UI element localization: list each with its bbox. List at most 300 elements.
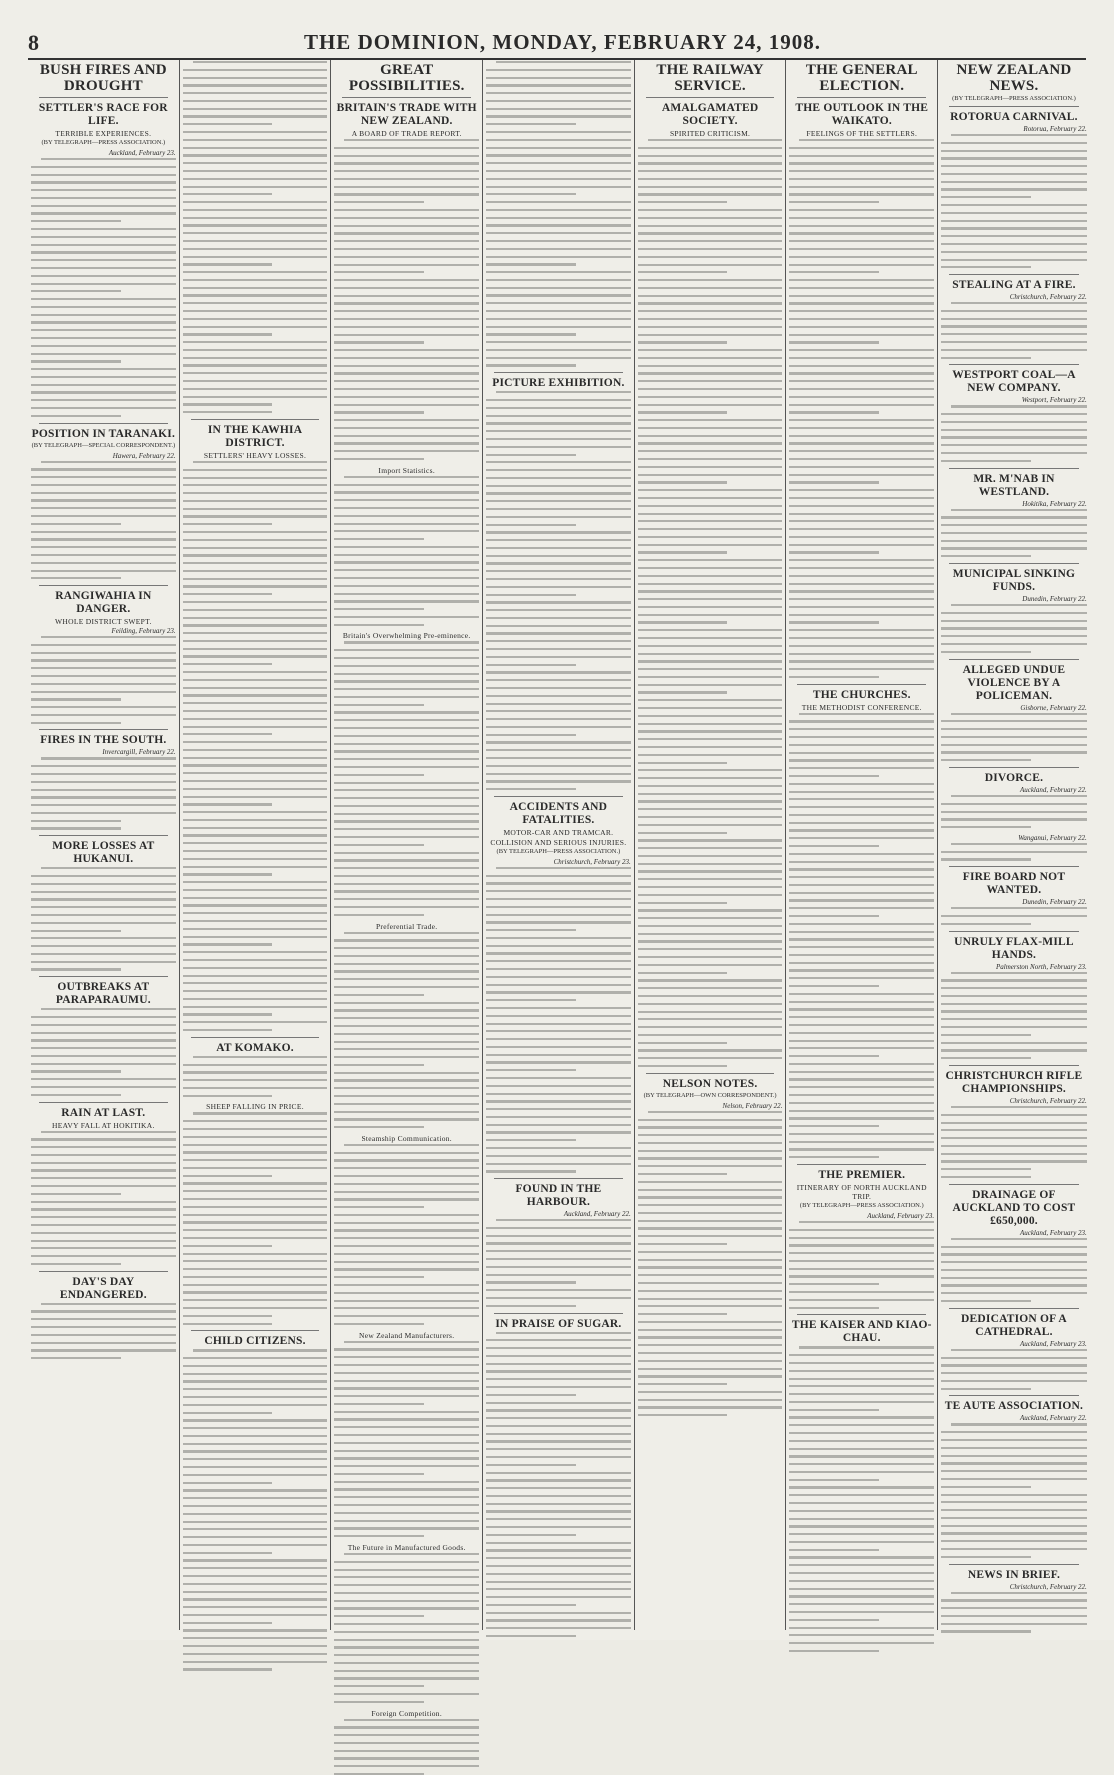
text-line bbox=[941, 227, 1087, 229]
text-line bbox=[183, 1521, 328, 1523]
text-line bbox=[638, 147, 783, 149]
text-line bbox=[334, 955, 479, 957]
text-line bbox=[31, 306, 176, 308]
text-line bbox=[951, 843, 1087, 845]
text-line bbox=[334, 1111, 479, 1113]
text-line bbox=[183, 827, 328, 829]
text-line bbox=[31, 298, 176, 300]
text-line bbox=[638, 1196, 783, 1198]
text-line bbox=[941, 212, 1087, 214]
text-line bbox=[334, 750, 479, 752]
story-dateline: Westport, February 22. bbox=[1021, 396, 1087, 405]
text-line bbox=[789, 178, 934, 180]
text-line bbox=[334, 1496, 479, 1498]
text-line bbox=[638, 318, 783, 320]
text-line bbox=[789, 388, 934, 390]
text-line bbox=[789, 954, 934, 956]
text-line bbox=[334, 388, 479, 390]
text-line bbox=[334, 1348, 479, 1350]
text-line bbox=[31, 236, 176, 238]
text-line bbox=[638, 894, 783, 896]
text-line bbox=[638, 264, 783, 266]
text-line bbox=[183, 1136, 328, 1138]
text-line bbox=[334, 372, 479, 374]
text-line bbox=[486, 555, 631, 557]
text-line bbox=[183, 764, 328, 766]
text-line bbox=[486, 703, 631, 705]
text-line bbox=[31, 212, 176, 214]
text-line bbox=[941, 436, 1087, 438]
text-line bbox=[334, 334, 479, 336]
text-line bbox=[486, 123, 576, 125]
text-line bbox=[941, 1049, 1087, 1051]
text-line bbox=[486, 929, 576, 931]
text-line bbox=[334, 341, 424, 343]
text-line bbox=[334, 859, 479, 861]
text-line bbox=[638, 730, 783, 732]
text-line bbox=[789, 915, 879, 917]
text-line bbox=[344, 139, 479, 141]
body-text-block bbox=[638, 139, 783, 1067]
text-line bbox=[789, 606, 934, 608]
text-line bbox=[183, 842, 328, 844]
text-line bbox=[789, 1110, 934, 1112]
text-line bbox=[638, 481, 728, 483]
text-line bbox=[941, 1153, 1087, 1155]
text-line bbox=[789, 985, 879, 987]
text-line bbox=[334, 515, 479, 517]
text-line bbox=[638, 1026, 783, 1028]
text-line bbox=[486, 1163, 631, 1165]
text-line bbox=[789, 899, 934, 901]
text-line bbox=[941, 1431, 1087, 1433]
text-line bbox=[486, 1281, 576, 1283]
text-line bbox=[183, 912, 328, 914]
text-line bbox=[789, 1117, 934, 1119]
text-line bbox=[183, 1450, 328, 1452]
story-dateline: Christchurch, February 22. bbox=[1009, 1096, 1087, 1105]
text-line bbox=[486, 1100, 631, 1102]
text-line bbox=[183, 928, 328, 930]
text-line bbox=[638, 326, 783, 328]
text-line bbox=[183, 982, 328, 984]
story-subheading: MOTOR-CAR AND TRAMCAR. bbox=[503, 827, 614, 837]
text-line bbox=[183, 1079, 328, 1081]
text-line bbox=[31, 290, 121, 292]
text-line bbox=[789, 1229, 934, 1231]
text-line bbox=[789, 1518, 934, 1520]
text-line bbox=[789, 1549, 879, 1551]
text-line bbox=[941, 196, 1031, 198]
story-heading: THE CHURCHES. bbox=[812, 688, 911, 701]
body-text-block bbox=[789, 1221, 934, 1309]
text-line bbox=[638, 1150, 783, 1152]
text-line bbox=[486, 648, 631, 650]
text-line bbox=[183, 92, 328, 94]
text-line bbox=[951, 713, 1087, 715]
text-line bbox=[183, 819, 328, 821]
text-line bbox=[789, 1564, 934, 1566]
text-line bbox=[183, 873, 273, 875]
text-line bbox=[183, 349, 328, 351]
text-line bbox=[941, 1176, 1031, 1178]
text-line bbox=[334, 577, 479, 579]
text-line bbox=[183, 951, 328, 953]
text-line bbox=[789, 1525, 934, 1527]
text-line bbox=[31, 1232, 176, 1234]
text-line bbox=[31, 722, 121, 724]
text-line bbox=[31, 220, 121, 222]
text-line bbox=[31, 368, 176, 370]
text-line bbox=[334, 1268, 479, 1270]
text-line bbox=[486, 516, 631, 518]
text-line bbox=[486, 773, 631, 775]
text-line bbox=[183, 920, 328, 922]
text-line bbox=[31, 1334, 176, 1336]
text-line bbox=[334, 1300, 479, 1302]
text-line bbox=[334, 600, 479, 602]
text-line bbox=[334, 970, 479, 972]
text-line bbox=[789, 837, 934, 839]
text-line bbox=[183, 1159, 328, 1161]
column-rule bbox=[39, 423, 168, 424]
body-text-block bbox=[31, 158, 176, 417]
text-line bbox=[638, 793, 783, 795]
text-line bbox=[31, 476, 176, 478]
text-line bbox=[486, 875, 631, 877]
text-line bbox=[183, 904, 328, 906]
text-line bbox=[486, 232, 631, 234]
body-text-block bbox=[941, 604, 1087, 653]
story-heading: OUTBREAKS AT PARAPARAUMU. bbox=[55, 981, 151, 1007]
text-line bbox=[638, 536, 783, 538]
text-line bbox=[941, 251, 1087, 253]
text-line bbox=[334, 719, 479, 721]
text-line bbox=[789, 583, 934, 585]
text-line bbox=[941, 635, 1087, 637]
text-line bbox=[486, 1023, 631, 1025]
text-line bbox=[486, 531, 631, 533]
text-line bbox=[789, 962, 934, 964]
text-line bbox=[638, 1352, 783, 1354]
text-line bbox=[334, 1750, 479, 1752]
body-text-block bbox=[789, 1346, 934, 1652]
story-dateline: Hokitika, February 22. bbox=[1022, 499, 1087, 508]
text-line bbox=[344, 1553, 479, 1555]
text-line bbox=[31, 961, 176, 963]
text-line bbox=[183, 881, 328, 883]
text-line bbox=[183, 1013, 273, 1015]
text-line bbox=[183, 131, 328, 133]
text-line bbox=[31, 531, 176, 533]
text-line bbox=[486, 1378, 631, 1380]
body-text-block bbox=[183, 1349, 328, 1670]
text-line bbox=[789, 621, 879, 623]
text-line bbox=[183, 1206, 328, 1208]
text-line bbox=[183, 1513, 328, 1515]
text-line bbox=[941, 1548, 1087, 1550]
body-text-block bbox=[183, 1056, 328, 1097]
text-line bbox=[789, 1510, 934, 1512]
text-line bbox=[334, 484, 479, 486]
text-line bbox=[789, 357, 934, 359]
text-line bbox=[638, 1368, 783, 1370]
text-line bbox=[31, 1349, 176, 1351]
text-line bbox=[486, 1155, 631, 1157]
text-line bbox=[334, 1356, 479, 1358]
text-line bbox=[789, 892, 934, 894]
text-line bbox=[334, 209, 479, 211]
text-line bbox=[941, 643, 1087, 645]
text-line bbox=[31, 228, 176, 230]
text-line bbox=[941, 627, 1087, 629]
text-line bbox=[334, 875, 479, 877]
text-line bbox=[799, 1346, 934, 1348]
text-line bbox=[334, 427, 479, 429]
text-line bbox=[789, 1424, 934, 1426]
story-subheading: TERRIBLE EXPERIENCES. bbox=[55, 129, 152, 138]
text-line bbox=[31, 644, 176, 646]
story-heading: MUNICIPAL SINKING FUNDS. bbox=[952, 568, 1076, 594]
text-line bbox=[31, 1070, 121, 1072]
text-line bbox=[486, 69, 631, 71]
body-text-block bbox=[31, 867, 176, 970]
text-line bbox=[941, 1114, 1087, 1116]
story-heading: ROTORUA CARNIVAL. bbox=[950, 111, 1078, 123]
text-line bbox=[486, 1046, 631, 1048]
text-line bbox=[334, 766, 479, 768]
text-line bbox=[183, 162, 328, 164]
text-line bbox=[941, 1018, 1087, 1020]
text-line bbox=[31, 953, 176, 955]
text-line bbox=[31, 197, 176, 199]
text-line bbox=[334, 1576, 479, 1578]
story-heading: NELSON NOTES. bbox=[662, 1077, 758, 1090]
column-rule bbox=[797, 1314, 926, 1315]
page-number: 8 bbox=[28, 30, 39, 55]
text-line bbox=[486, 547, 631, 549]
text-line bbox=[31, 804, 176, 806]
text-line bbox=[638, 162, 783, 164]
story-dateline: Palmerston North, February 23. bbox=[996, 962, 1087, 971]
text-line bbox=[941, 310, 1087, 312]
text-line bbox=[334, 1103, 479, 1105]
text-line bbox=[638, 1018, 783, 1020]
column-6 bbox=[786, 60, 938, 1630]
text-line bbox=[183, 702, 328, 704]
text-line bbox=[183, 310, 328, 312]
text-line bbox=[183, 1466, 328, 1468]
text-line bbox=[183, 1591, 328, 1593]
text-line bbox=[334, 523, 479, 525]
text-line bbox=[486, 422, 631, 424]
text-line bbox=[486, 664, 576, 666]
text-line bbox=[334, 419, 479, 421]
text-line bbox=[941, 259, 1087, 261]
text-line bbox=[334, 1002, 479, 1004]
story-byline: (BY TELEGRAPH—PRESS ASSOCIATION.) bbox=[799, 1202, 924, 1209]
body-text-block bbox=[486, 1332, 631, 1638]
text-line bbox=[183, 1198, 328, 1200]
text-line bbox=[334, 411, 424, 413]
text-line bbox=[486, 1305, 576, 1307]
story-heading: UNRULY FLAX-MILL HANDS. bbox=[954, 935, 1074, 961]
text-line bbox=[334, 1126, 424, 1128]
text-line bbox=[789, 1102, 934, 1104]
text-line bbox=[951, 134, 1087, 136]
text-line bbox=[789, 1008, 934, 1010]
text-line bbox=[638, 738, 783, 740]
text-line bbox=[486, 154, 631, 156]
text-line bbox=[486, 115, 631, 117]
text-line bbox=[183, 1284, 328, 1286]
text-line bbox=[951, 795, 1087, 797]
story-dateline: Dunedin, February 22. bbox=[1022, 595, 1087, 604]
text-line bbox=[941, 1615, 1087, 1617]
text-line bbox=[486, 500, 631, 502]
text-line bbox=[799, 713, 934, 715]
text-line bbox=[638, 1165, 783, 1167]
text-line bbox=[789, 1650, 879, 1652]
text-line bbox=[941, 803, 1087, 805]
text-line bbox=[334, 727, 479, 729]
story-heading: PICTURE EXHIBITION. bbox=[492, 377, 625, 390]
text-line bbox=[183, 679, 328, 681]
text-line bbox=[486, 1479, 631, 1481]
body-text-block bbox=[941, 1238, 1087, 1302]
text-line bbox=[638, 769, 783, 771]
text-line bbox=[789, 466, 934, 468]
text-line bbox=[486, 960, 631, 962]
text-line bbox=[334, 994, 424, 996]
text-line bbox=[183, 889, 328, 891]
text-line bbox=[486, 178, 631, 180]
body-text-block bbox=[941, 1349, 1087, 1390]
text-line bbox=[789, 1502, 934, 1504]
text-line bbox=[486, 726, 631, 728]
text-line bbox=[941, 995, 1087, 997]
column-rule bbox=[949, 274, 1079, 275]
text-line bbox=[789, 326, 934, 328]
text-line bbox=[638, 668, 783, 670]
text-line bbox=[334, 499, 479, 501]
text-line bbox=[638, 567, 783, 569]
text-line bbox=[638, 1399, 783, 1401]
text-line bbox=[789, 1040, 934, 1042]
text-line bbox=[486, 224, 631, 226]
text-line bbox=[638, 513, 783, 515]
body-text-block bbox=[486, 391, 631, 790]
text-line bbox=[334, 898, 479, 900]
text-line bbox=[486, 248, 631, 250]
text-line bbox=[183, 209, 328, 211]
text-line bbox=[334, 1064, 424, 1066]
text-line bbox=[486, 1038, 631, 1040]
text-line bbox=[638, 987, 783, 989]
text-line bbox=[183, 388, 328, 390]
text-line bbox=[183, 866, 328, 868]
text-line bbox=[789, 767, 934, 769]
text-line bbox=[334, 1237, 479, 1239]
text-line bbox=[334, 1685, 424, 1687]
column-rule bbox=[949, 1065, 1079, 1066]
text-line bbox=[638, 995, 783, 997]
text-line bbox=[486, 718, 631, 720]
text-line bbox=[183, 990, 328, 992]
column-3 bbox=[331, 60, 483, 1718]
column-rule bbox=[39, 835, 168, 836]
text-line bbox=[638, 715, 783, 717]
text-line bbox=[486, 617, 631, 619]
text-line bbox=[31, 1024, 176, 1026]
text-line bbox=[941, 235, 1087, 237]
text-line bbox=[789, 829, 934, 831]
text-line bbox=[183, 663, 273, 665]
text-line bbox=[334, 1198, 479, 1200]
text-line bbox=[486, 1297, 631, 1299]
text-line bbox=[941, 341, 1087, 343]
story-subheading: A BOARD OF TRADE REPORT. bbox=[351, 129, 462, 138]
text-line bbox=[183, 411, 273, 413]
text-line bbox=[941, 460, 1031, 462]
text-line bbox=[41, 461, 176, 463]
text-line bbox=[183, 1373, 328, 1375]
body-text-block bbox=[183, 61, 328, 413]
text-line bbox=[183, 492, 328, 494]
text-line bbox=[183, 1458, 328, 1460]
story-heading: GREAT POSSIBILITIES. bbox=[348, 62, 465, 94]
text-line bbox=[334, 561, 479, 563]
text-line bbox=[183, 201, 328, 203]
text-line bbox=[486, 1526, 631, 1528]
text-line bbox=[334, 295, 479, 297]
text-line bbox=[638, 964, 783, 966]
text-line bbox=[334, 1569, 479, 1571]
story-heading: MORE LOSSES AT HUKANUI. bbox=[52, 840, 155, 866]
text-line bbox=[941, 181, 1087, 183]
text-line bbox=[183, 279, 328, 281]
text-line bbox=[183, 834, 328, 836]
text-line bbox=[638, 972, 728, 974]
text-line bbox=[648, 1111, 783, 1113]
text-line bbox=[31, 251, 176, 253]
text-line bbox=[183, 687, 328, 689]
text-line bbox=[789, 1541, 934, 1543]
text-line bbox=[334, 1654, 479, 1656]
text-line bbox=[941, 1364, 1087, 1366]
text-line bbox=[941, 1447, 1087, 1449]
text-line bbox=[183, 1128, 328, 1130]
text-line bbox=[941, 243, 1087, 245]
text-line bbox=[183, 477, 328, 479]
text-line bbox=[183, 1087, 328, 1089]
text-line bbox=[951, 302, 1087, 304]
story-dateline: Dunedin, February 22. bbox=[1022, 898, 1087, 907]
text-line bbox=[789, 1580, 934, 1582]
text-line bbox=[638, 1220, 783, 1222]
text-line bbox=[496, 391, 631, 393]
text-line bbox=[941, 165, 1087, 167]
text-line bbox=[334, 1206, 424, 1208]
text-line bbox=[638, 699, 783, 701]
story-heading: TE AUTE ASSOCIATION. bbox=[944, 1400, 1084, 1413]
text-line bbox=[486, 492, 631, 494]
text-line bbox=[31, 499, 176, 501]
text-line bbox=[486, 139, 631, 141]
text-line bbox=[183, 248, 328, 250]
text-line bbox=[789, 668, 934, 670]
text-line bbox=[183, 648, 328, 650]
